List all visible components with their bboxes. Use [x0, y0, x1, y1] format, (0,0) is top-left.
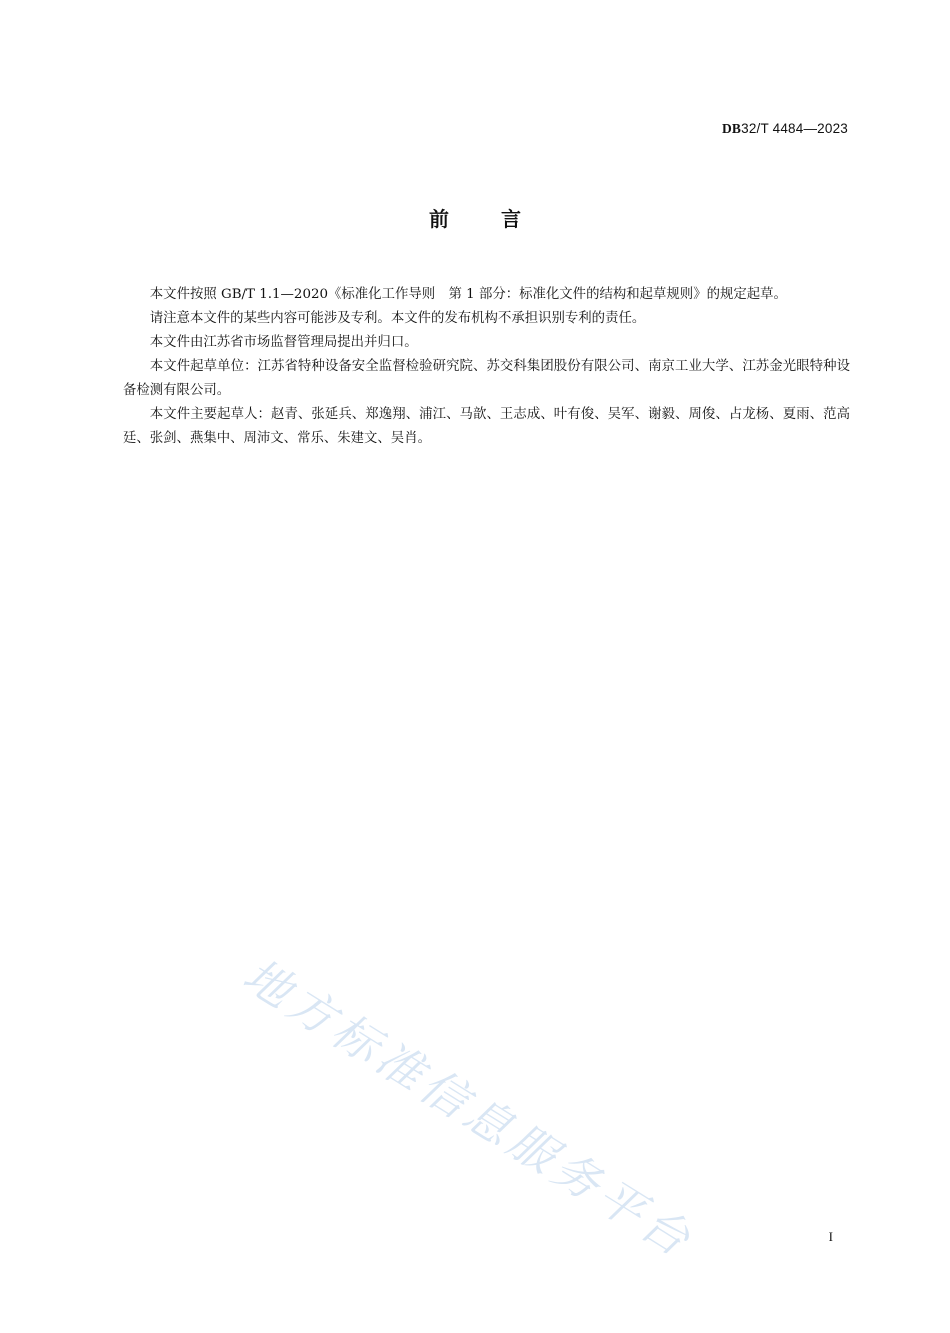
paragraph-patent-notice: 请注意本文件的某些内容可能涉及专利。本文件的发布机构不承担识别专利的责任。	[149, 311, 646, 326]
paragraph-drafters: 本文件主要起草人：赵青、张延兵、郑逸翔、浦江、马歆、王志成、叶有俊、吴军、谢毅、周俊、占龙杨、夏雨、范高廷、张剑、燕集中、周沛文、常乐、朱建文、吴肖。	[123, 407, 850, 446]
page-number: I	[828, 1229, 833, 1244]
paragraph-drafting-rules: 本文件按照 GB/T 1.1—2020《标准化工作导则 第 1 部分：标准化文件的结构和起草规则》的规定起草。	[149, 287, 787, 302]
page-title: 前言	[429, 207, 573, 231]
standard-code-prefix: DB	[721, 121, 742, 136]
watermark: 地方标准信息服务平台	[234, 947, 704, 1269]
paragraph-proposer: 本文件由江苏省市场监督管理局提出并归口。	[149, 335, 418, 350]
foreword-body	[123, 283, 850, 451]
standard-code	[722, 121, 848, 137]
standard-code-number: 32/T 4484—2023	[741, 121, 848, 136]
paragraph-drafting-units: 本文件起草单位：江苏省特种设备安全监督检验研究院、苏交科集团股份有限公司、南京工业大学、江苏金光眼特种设备检测有限公司。	[123, 359, 850, 398]
